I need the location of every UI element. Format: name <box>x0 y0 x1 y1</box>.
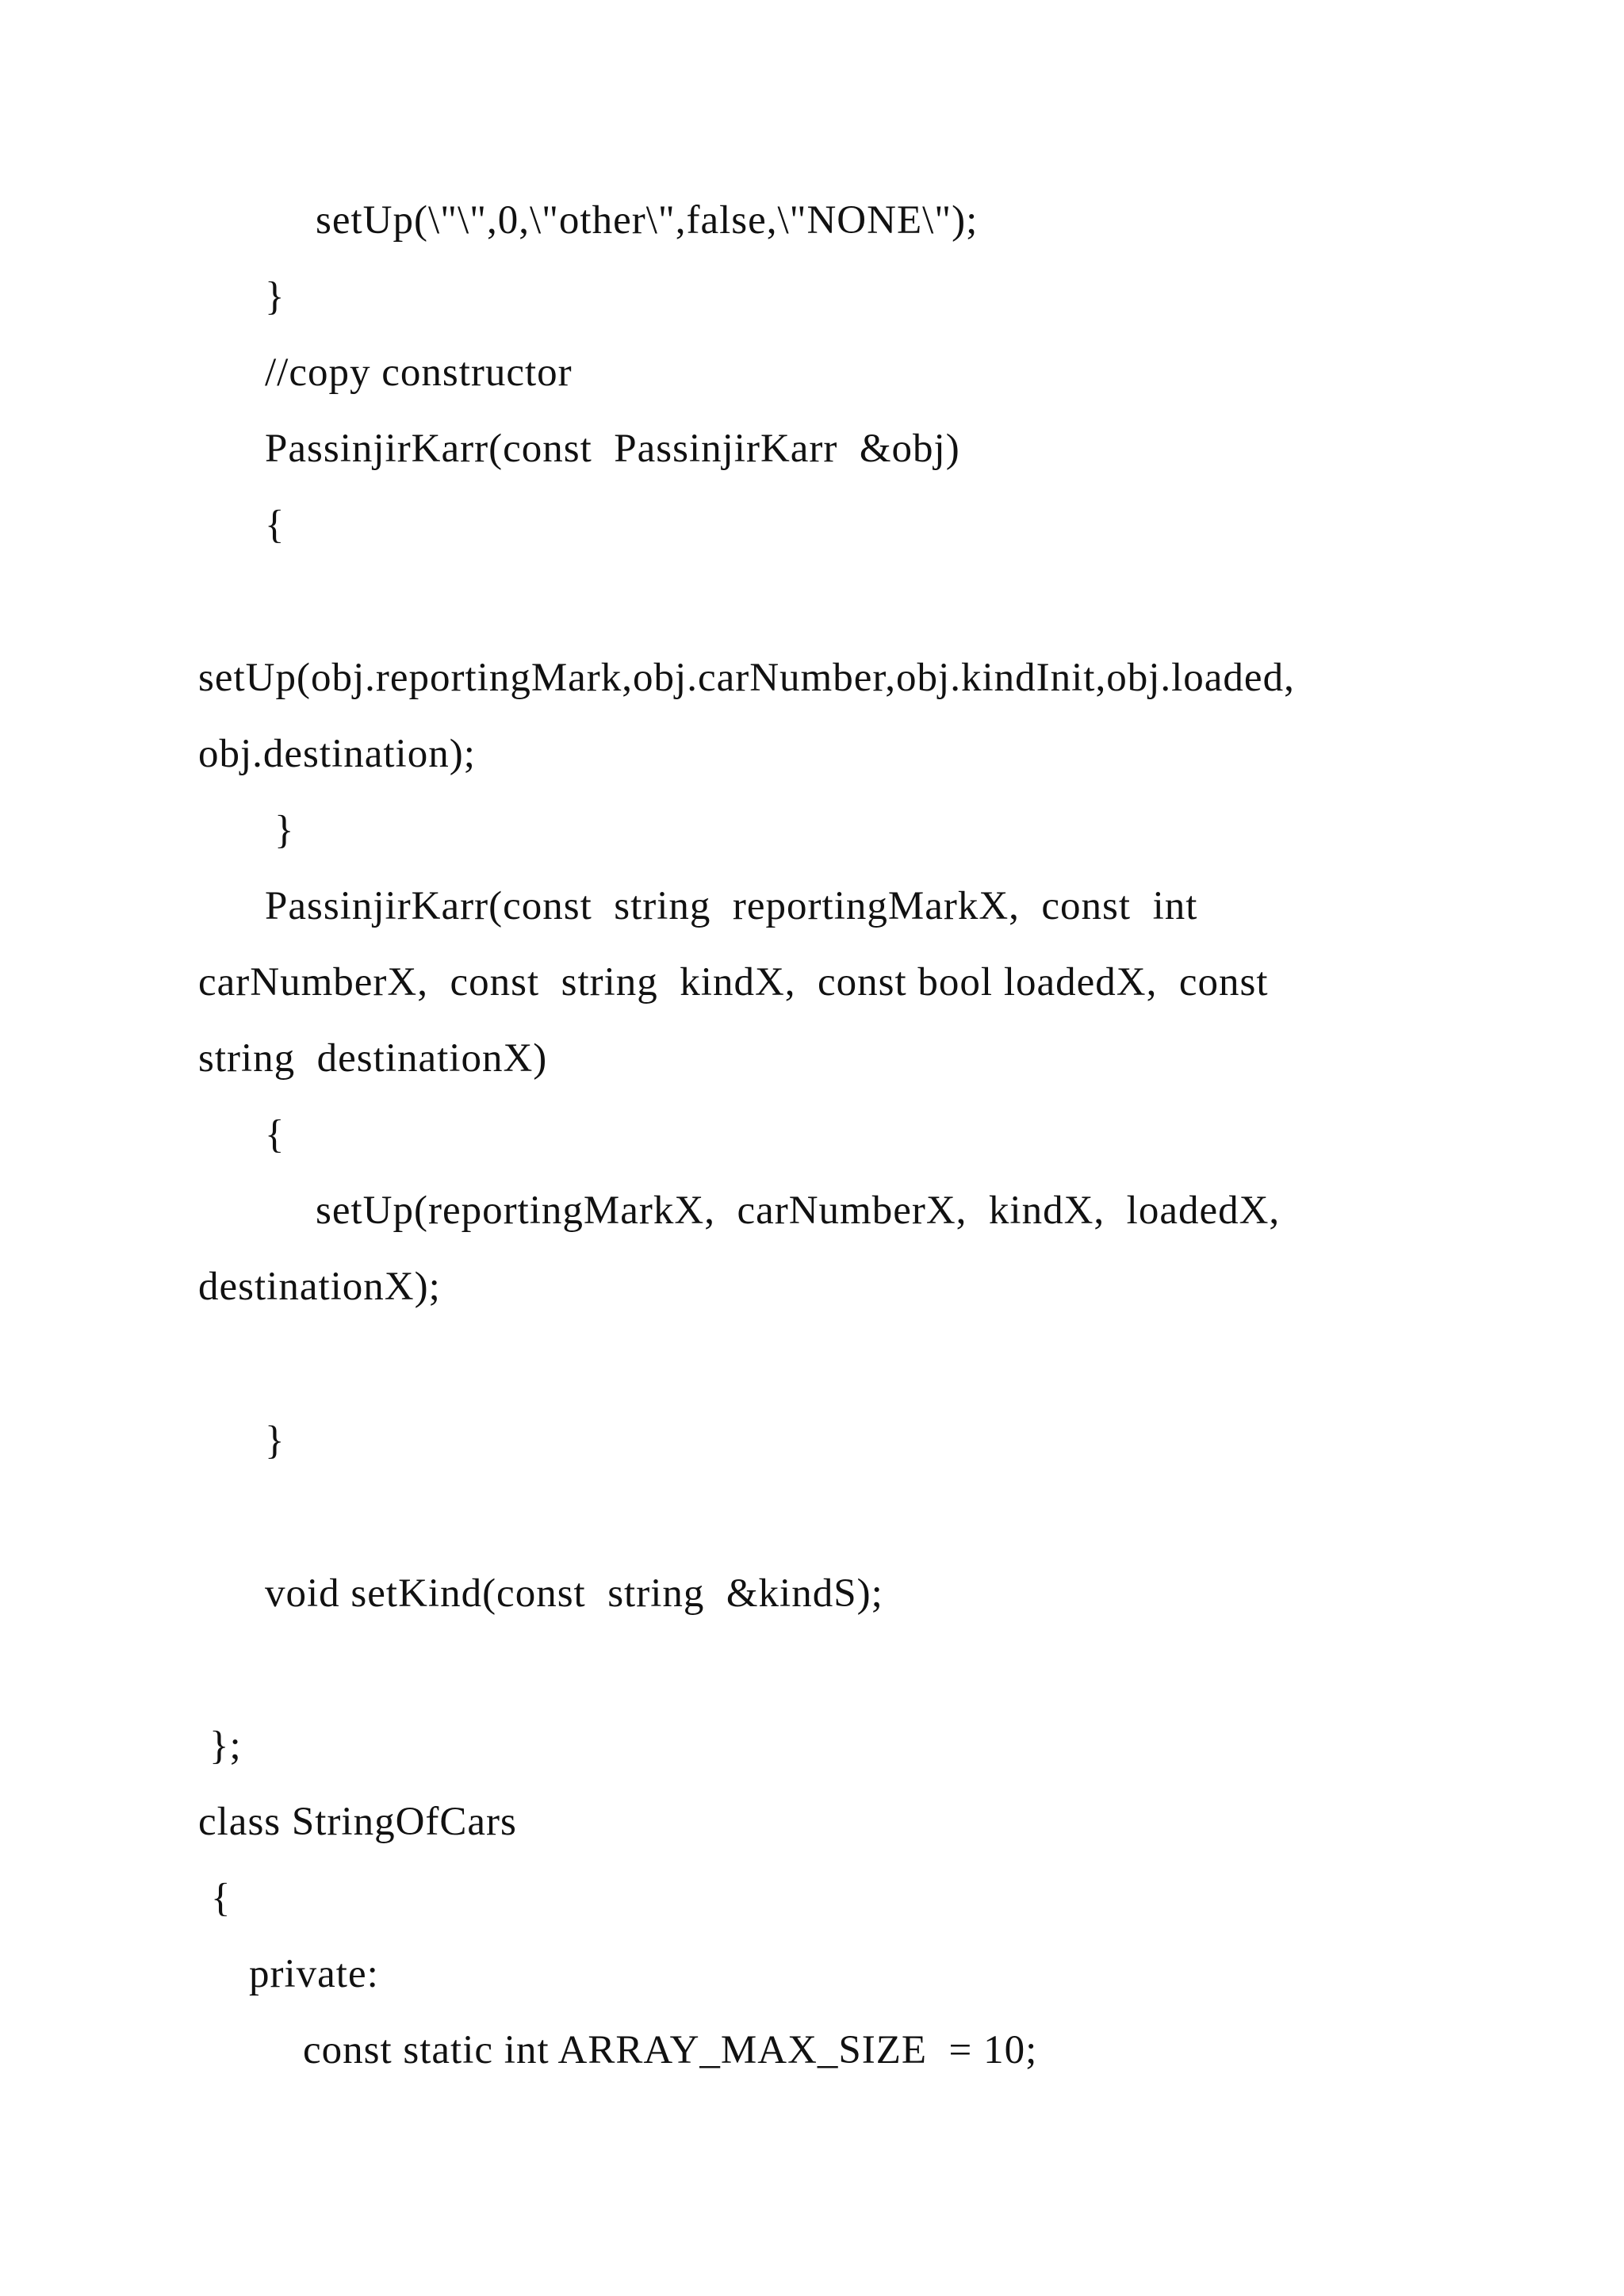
code-line-1: setUp(\"\",0,\"other\",false,\"NONE\"); <box>316 198 979 243</box>
code-line-14: destinationX); <box>198 1265 441 1309</box>
code-line-11: string destinationX) <box>198 1036 548 1081</box>
code-line-13: setUp(reportingMarkX, carNumberX, kindX, loadedX, <box>316 1188 1281 1233</box>
code-line-6: setUp(obj.reportingMark,obj.carNumber,obj.kindInit,obj.loaded, <box>198 656 1295 700</box>
code-line-10: carNumberX, const string kindX, const bool loadedX, const <box>198 960 1269 1004</box>
code-line-4: PassinjirKarr(const PassinjirKarr &obj) <box>265 427 960 471</box>
code-line-12: { <box>265 1112 285 1157</box>
code-line-7: obj.destination); <box>198 732 476 776</box>
code-line-2: } <box>265 274 285 319</box>
code-line-17: }; <box>209 1724 242 1768</box>
code-line-15: } <box>265 1418 285 1463</box>
code-line-19: { <box>211 1876 232 1920</box>
code-line-9: PassinjirKarr(const string reportingMarkX, const int <box>265 884 1198 928</box>
code-line-20: private: <box>249 1952 379 1996</box>
code-line-18: class StringOfCars <box>198 1800 517 1844</box>
code-line-16: void setKind(const string &kindS); <box>265 1571 883 1616</box>
code-line-8: } <box>274 808 295 852</box>
code-line-5: { <box>265 503 285 547</box>
code-line-3: //copy constructor <box>265 350 573 395</box>
code-line-21: const static int ARRAY_MAX_SIZE = 10; <box>303 2028 1038 2072</box>
